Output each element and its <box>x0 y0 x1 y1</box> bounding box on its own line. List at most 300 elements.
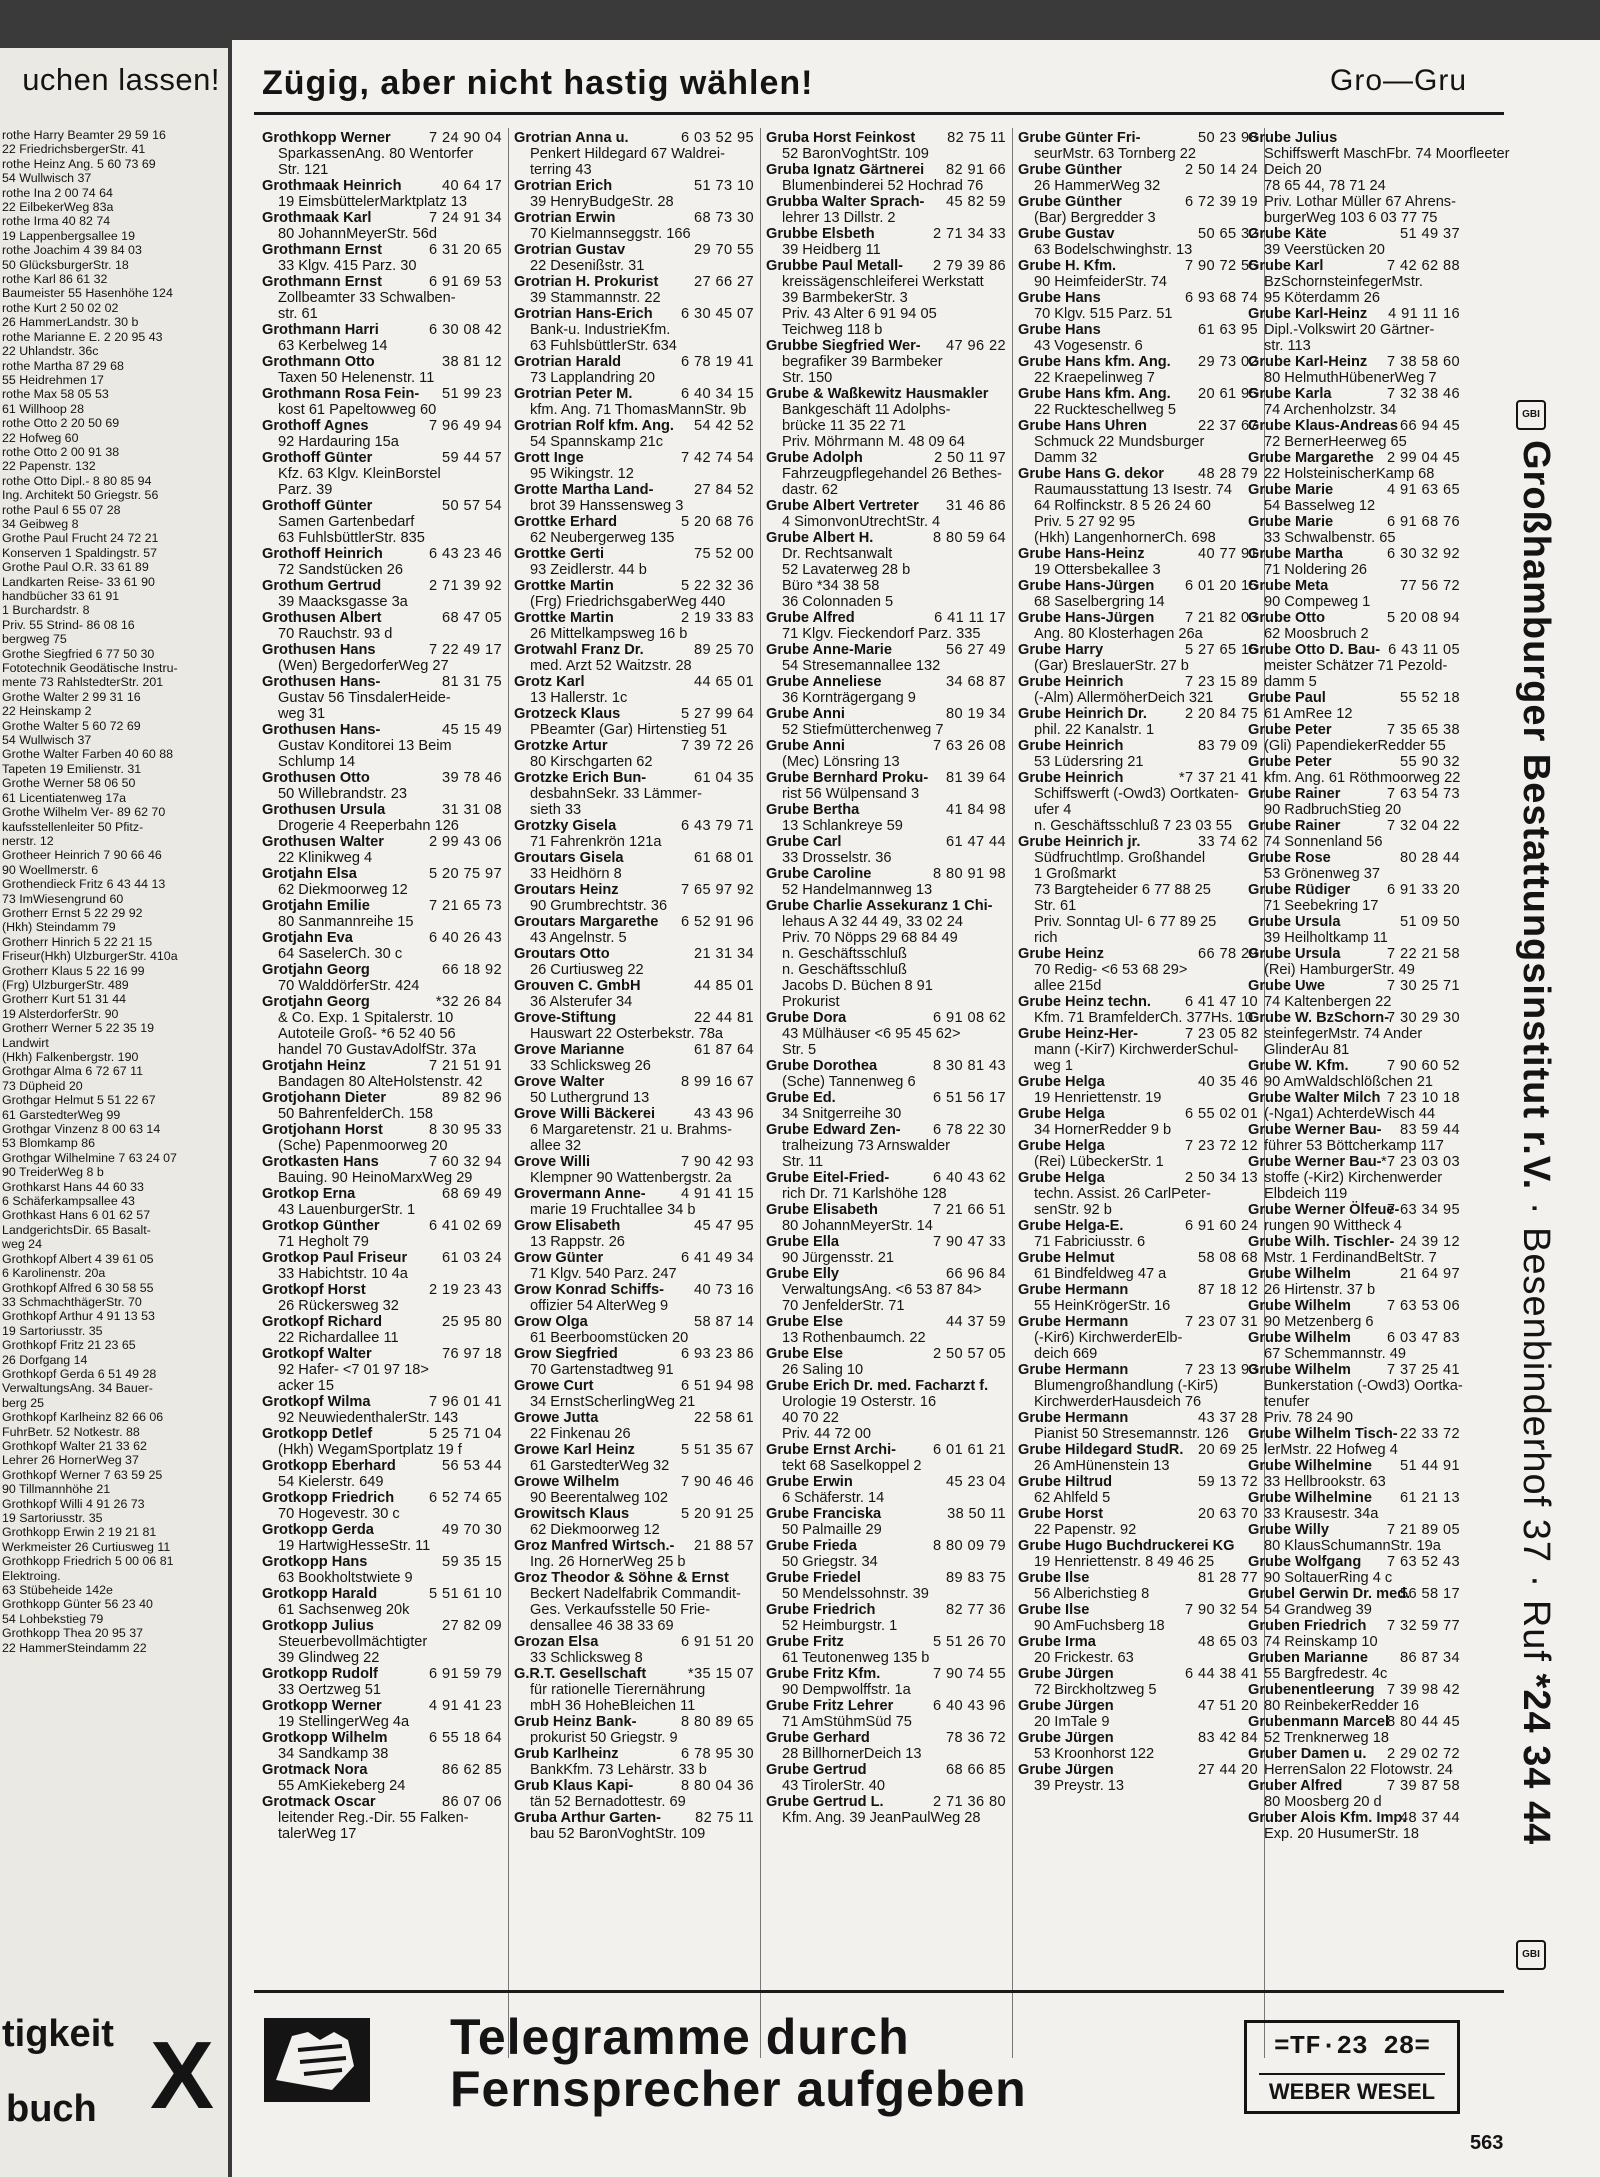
subscriber-name: Grovermann Anne- <box>514 1186 646 1202</box>
listing-entry <box>1018 258 1258 274</box>
listing-entry <box>262 1490 502 1506</box>
subscriber-name: Grotkopp Friedrich <box>262 1490 395 1506</box>
phone-number: 56 27 49 <box>945 642 1006 658</box>
left-page-listing <box>2 128 222 1655</box>
listing-entry <box>514 386 754 402</box>
listing-entry <box>1248 1746 1460 1762</box>
listing-entry <box>514 130 754 146</box>
left-listing-row: Landwirt <box>2 1035 49 1050</box>
subscriber-name: Grow Olga <box>514 1314 588 1330</box>
listing-entry-detail: 71 AmStühmSüd 75 <box>782 1714 912 1730</box>
subscriber-name: Grottke Martin <box>514 610 614 626</box>
listing-entry-detail: 71 Fahrenkrön 121a <box>530 834 662 850</box>
listing-entry <box>766 194 1006 210</box>
listing-entry <box>514 450 754 466</box>
listing-entry <box>262 1618 502 1634</box>
phone-number: 68 66 85 <box>945 1762 1006 1778</box>
phone-number: 7 90 46 46 <box>681 1474 754 1490</box>
phone-number: 51 73 10 <box>693 178 754 194</box>
listing-entry <box>514 178 754 194</box>
listing-entry-detail: 74 Archenholzstr. 34 <box>1264 402 1397 418</box>
listing-entry <box>766 1378 1006 1394</box>
listing-entry <box>1018 418 1258 434</box>
listing-entry-detail: 19 EimsbüttelerMarktplatz 13 <box>278 194 467 210</box>
listing-entry-detail: techn. Assist. 26 CarlPeter- <box>1034 1186 1211 1202</box>
listing-entry-detail: 70 Klgv. 515 Parz. 51 <box>1034 306 1173 322</box>
subscriber-name: Grube Walter Milch <box>1248 1090 1381 1106</box>
listing-entry <box>1248 1090 1460 1106</box>
listing-entry <box>1248 1362 1460 1378</box>
phone-number: 7 21 89 05 <box>1387 1522 1460 1538</box>
listing-entry <box>262 1394 502 1410</box>
subscriber-name: Grothusen Ursula <box>262 802 386 818</box>
listing-entry-detail: Raumausstattung 13 Isestr. 74 <box>1034 482 1232 498</box>
listing-entry <box>1248 786 1460 802</box>
listing-entry-detail: 90 Grumbrechtstr. 36 <box>530 898 668 914</box>
phone-number: 6 41 11 17 <box>934 610 1006 626</box>
listing-entry <box>1248 514 1460 530</box>
subscriber-name: Grotrian Gustav <box>514 242 626 258</box>
phone-number: 43 37 28 <box>1197 1410 1258 1426</box>
phone-number: 4 91 41 15 <box>681 1186 754 1202</box>
left-listing-row: 22 Hofweg 60 <box>2 430 79 445</box>
subscriber-name: Grube Erich Dr. med. Facharzt f. <box>766 1378 989 1394</box>
column-divider <box>508 128 509 2058</box>
listing-entry <box>262 1762 502 1778</box>
subscriber-name: Grube Helga-E. <box>1018 1218 1124 1234</box>
subscriber-name: Grube Heinrich <box>1018 770 1124 786</box>
left-listing-row: rothe Irma 40 82 74 <box>2 214 111 229</box>
listing-entry-detail: 26 Hirtenstr. 37 b <box>1264 1282 1376 1298</box>
listing-entry-detail: Str. 61 <box>1034 898 1077 914</box>
subscriber-name: Grotkopp Hans <box>262 1554 368 1570</box>
subscriber-name: Grove Willi <box>514 1154 591 1170</box>
subscriber-name: Grub Karlheinz <box>514 1746 619 1762</box>
listing-entry-detail: 80 JohannMeyerStr. 14 <box>782 1218 933 1234</box>
listing-entry-detail: 80 Moosberg 20 d <box>1264 1794 1382 1810</box>
phone-number: 7 22 21 58 <box>1387 946 1460 962</box>
left-listing-row: 19 Lappenbergsallee 19 <box>2 228 135 243</box>
subscriber-name: Grothmann Ernst <box>262 274 382 290</box>
listing-entry-detail: Schiffswerft (-Owd3) Oortkaten- <box>1034 786 1239 802</box>
listing-entry-detail: Priv. 44 72 00 <box>782 1426 871 1442</box>
listing-entry <box>766 1634 1006 1650</box>
listing-entry-detail: 62 Diekmoorweg 12 <box>530 1522 660 1538</box>
subscriber-name: Grube Anneliese <box>766 674 882 690</box>
listing-entry <box>514 1010 754 1026</box>
phone-number: 40 77 91 <box>1197 546 1258 562</box>
listing-entry <box>262 1794 502 1810</box>
listing-entry <box>1018 1410 1258 1426</box>
listing-entry <box>766 1170 1006 1186</box>
phone-number: 2 71 36 80 <box>933 1794 1006 1810</box>
left-listing-row: rothe Paul 6 55 07 28 <box>2 502 121 517</box>
listing-entry <box>262 1346 502 1362</box>
listing-entry <box>262 1282 502 1298</box>
subscriber-name: Grube Willy <box>1248 1522 1329 1538</box>
phone-number: 27 82 09 <box>441 1618 502 1634</box>
subscriber-name: Grube Helga <box>1018 1074 1105 1090</box>
listing-entry-detail: (Hkh) WegamSportplatz 19 f <box>278 1442 462 1458</box>
phone-number: 6 41 02 69 <box>429 1218 502 1234</box>
listing-entry-detail: 50 BahrenfelderCh. 158 <box>278 1106 433 1122</box>
phone-number: 24 39 12 <box>1399 1234 1460 1250</box>
phone-number: 31 46 86 <box>945 498 1006 514</box>
listing-entry-detail: SparkassenAng. 80 Wentorfer <box>278 146 474 162</box>
listing-entry-detail: Priv. 43 Alter 6 91 94 05 <box>782 306 937 322</box>
left-listing-row: VerwaltungsAng. 34 Bauer- <box>2 1381 153 1396</box>
listing-entry-detail: 19 Henriettenstr. 19 <box>1034 1090 1162 1106</box>
listing-entry-detail: kreissägenschleiferei Werkstatt <box>782 274 984 290</box>
left-listing-row: weg 24 <box>2 1237 42 1252</box>
listing-column-5 <box>1248 130 1510 1842</box>
left-listing-row: bergweg 75 <box>2 632 67 647</box>
listing-entry-detail: 54 Spannskamp 21c <box>530 434 664 450</box>
phone-number: *7 23 03 03 <box>1380 1154 1460 1170</box>
subscriber-name: Grube Wilhelmine <box>1248 1458 1372 1474</box>
left-listing-row: 90 Woellmerstr. 6 <box>2 862 99 877</box>
listing-entry <box>766 1602 1006 1618</box>
phone-number: 22 44 81 <box>693 1010 754 1026</box>
phone-number: 38 81 12 <box>441 354 502 370</box>
listing-entry-detail: Mstr. 1 FerdinandBeltStr. 7 <box>1264 1250 1437 1266</box>
subscriber-name: Grube Gerhard <box>766 1730 870 1746</box>
listing-column-3 <box>766 130 1006 1826</box>
phone-number: 2 19 33 83 <box>681 610 754 626</box>
phone-number: 6 78 19 41 <box>681 354 754 370</box>
phone-number: *7 37 21 41 <box>1178 770 1258 786</box>
listing-entry-detail: seurMstr. 63 Tornberg 22 <box>1034 146 1196 162</box>
subscriber-name: Grube Elisabeth <box>766 1202 878 1218</box>
phone-number: 44 37 59 <box>945 1314 1006 1330</box>
phone-number: 6 93 68 74 <box>1185 290 1258 306</box>
phone-number: 6 31 20 65 <box>429 242 502 258</box>
listing-entry <box>514 306 754 322</box>
listing-entry-detail: Priv. 70 Nöpps 29 68 84 49 <box>782 930 958 946</box>
left-listing-row: rothe Karl 86 61 32 <box>2 272 108 287</box>
phone-number: 50 65 32 <box>1197 226 1258 242</box>
listing-entry-detail: Bunkerstation (-Owd3) Oortka- <box>1264 1378 1463 1394</box>
subscriber-name: Grube Käte <box>1248 226 1327 242</box>
listing-entry <box>766 162 1006 178</box>
listing-entry-detail: n. Geschäftsschluß <box>782 962 907 978</box>
phone-number: 7 32 04 22 <box>1387 818 1460 834</box>
phone-number: 6 91 68 76 <box>1387 514 1460 530</box>
subscriber-name: Grube Edward Zen- <box>766 1122 901 1138</box>
listing-entry-detail: 50 Palmaille 29 <box>782 1522 882 1538</box>
listing-entry-detail: 39 BarmbekerStr. 3 <box>782 290 908 306</box>
phone-number: 7 38 58 60 <box>1387 354 1460 370</box>
subscriber-name: Grothmann Otto <box>262 354 375 370</box>
listing-entry-detail: 50 Griegstr. 34 <box>782 1554 878 1570</box>
listing-entry <box>1018 1538 1258 1554</box>
listing-entry <box>1248 306 1460 322</box>
listing-entry-detail: Priv. 78 24 90 <box>1264 1410 1353 1426</box>
listing-entry-detail: 50 Mendelssohnstr. 39 <box>782 1586 929 1602</box>
listing-entry <box>766 866 1006 882</box>
left-listing-row: Grothe Walter 2 99 31 16 <box>2 689 141 704</box>
phone-number: 66 78 29 <box>1197 946 1258 962</box>
phone-number: 7 42 62 88 <box>1387 258 1460 274</box>
listing-entry <box>262 1058 502 1074</box>
listing-entry-detail: 1 Großmarkt <box>1034 866 1116 882</box>
listing-entry <box>262 1730 502 1746</box>
listing-entry <box>766 770 1006 786</box>
phone-number: 49 70 30 <box>441 1522 502 1538</box>
phone-number: 48 37 44 <box>1399 1810 1460 1826</box>
listing-entry <box>1018 1442 1258 1458</box>
listing-entry <box>262 1250 502 1266</box>
phone-number: 2 99 04 45 <box>1387 450 1460 466</box>
subscriber-name: Grube Friedel <box>766 1570 861 1586</box>
subscriber-name: Growe Wilhelm <box>514 1474 620 1490</box>
subscriber-name: Grube Günter Fri- <box>1018 130 1141 146</box>
subscriber-name: Grott Inge <box>514 450 584 466</box>
phone-number: 8 80 04 36 <box>681 1778 754 1794</box>
listing-entry <box>1248 450 1460 466</box>
listing-entry <box>766 1730 1006 1746</box>
listing-entry <box>1018 1506 1258 1522</box>
phone-number: 87 18 12 <box>1197 1282 1258 1298</box>
subscriber-name: Grube Uwe <box>1248 978 1326 994</box>
left-listing-row: 73 Düpheid 20 <box>2 1078 83 1093</box>
listing-entry-detail: 39 Veerstücken 20 <box>1264 242 1385 258</box>
telegram-service-box <box>1244 2020 1460 2114</box>
phone-number: 40 73 16 <box>693 1282 754 1298</box>
listing-entry-detail: 92 NeuwiedenthalerStr. 143 <box>278 1410 459 1426</box>
listing-entry-detail: lehrer 13 Dillstr. 2 <box>782 210 896 226</box>
left-listing-row: Priv. 55 Strind- 86 08 16 <box>2 617 135 632</box>
listing-entry <box>766 450 1006 466</box>
phone-number: 7 23 05 82 <box>1185 1026 1258 1042</box>
phone-number: 61 47 44 <box>945 834 1006 850</box>
phone-number: 75 52 00 <box>693 546 754 562</box>
listing-entry <box>1018 1314 1258 1330</box>
phone-number: 34 68 87 <box>945 674 1006 690</box>
listing-entry-detail: Bandagen 80 AlteHolstenstr. 42 <box>278 1074 483 1090</box>
phone-number: 8 80 91 98 <box>933 866 1006 882</box>
listing-entry <box>1018 290 1258 306</box>
listing-entry <box>766 1090 1006 1106</box>
listing-entry-detail: 26 Rückersweg 32 <box>278 1298 399 1314</box>
listing-entry <box>262 674 502 690</box>
listing-entry <box>766 1538 1006 1554</box>
subscriber-name: Grube Albert H. <box>766 530 874 546</box>
subscriber-name: Grotrian H. Prokurist <box>514 274 659 290</box>
phone-number: 50 57 54 <box>441 498 502 514</box>
listing-entry-detail: Beckert Nadelfabrik Commandit- <box>530 1586 741 1602</box>
phone-number: 81 28 77 <box>1197 1570 1258 1586</box>
phone-number: 6 40 43 96 <box>933 1698 1006 1714</box>
phone-number: 38 50 11 <box>947 1506 1006 1522</box>
phone-number: 61 03 24 <box>441 1250 502 1266</box>
subscriber-name: Grotjahn Elsa <box>262 866 357 882</box>
listing-entry-detail: 62 Diekmoorweg 12 <box>278 882 408 898</box>
phone-number: 2 20 84 75 <box>1185 706 1258 722</box>
phone-number: 45 47 95 <box>693 1218 754 1234</box>
phone-number: 8 30 95 33 <box>429 1122 502 1138</box>
subscriber-name: Grubba Walter Sprach- <box>766 194 925 210</box>
listing-entry-detail: 13 Hallerstr. 1c <box>530 690 628 706</box>
left-listing-row: Grothkopp Thea 20 95 37 <box>2 1626 143 1641</box>
listing-entry <box>262 770 502 786</box>
subscriber-name: Grove Willi Bäckerei <box>514 1106 656 1122</box>
listing-entry <box>1248 1010 1460 1026</box>
listing-entry-detail: 71 Klgv. Fieckendorf Parz. 335 <box>782 626 981 642</box>
subscriber-name: Grube Heinz techn. <box>1018 994 1151 1010</box>
listing-entry-detail: offizier 54 AlterWeg 9 <box>530 1298 669 1314</box>
listing-entry <box>514 418 754 434</box>
listing-entry-detail: (-Kir6) KirchwerderElb- <box>1034 1330 1183 1346</box>
left-listing-row: 26 Dorfgang 14 <box>2 1352 88 1367</box>
listing-entry <box>766 1666 1006 1682</box>
subscriber-name: Grube Gustav <box>1018 226 1115 242</box>
subscriber-name: Gruben Friedrich <box>1248 1618 1367 1634</box>
subscriber-name: Gruba Arthur Garten- <box>514 1810 662 1826</box>
subscriber-name: Grube Werner Ölfeue- <box>1248 1202 1400 1218</box>
phone-number: 82 75 11 <box>695 1810 754 1826</box>
listing-entry <box>514 1282 754 1298</box>
phone-number: 5 51 35 67 <box>681 1442 754 1458</box>
subscriber-name: Grothmann Ernst <box>262 242 382 258</box>
listing-entry <box>1018 1026 1258 1042</box>
phone-number: 7 90 47 33 <box>933 1234 1006 1250</box>
phone-number: 5 22 32 36 <box>681 578 754 594</box>
listing-entry-detail: 26 Curtiusweg 22 <box>530 962 644 978</box>
subscriber-name: Grube Hans Uhren <box>1018 418 1147 434</box>
listing-column-4 <box>1018 130 1258 1794</box>
listing-entry-detail: 70 Redig- <6 53 68 29> <box>1034 962 1188 978</box>
left-listing-row: Grothkopf Walter 21 33 62 <box>2 1438 147 1453</box>
left-listing-row: rothe Heinz Ang. 5 60 73 69 <box>2 156 156 171</box>
subscriber-name: Grube Friedrich <box>766 1602 876 1618</box>
listing-entry-detail: 71 Fabriciusstr. 6 <box>1034 1234 1146 1250</box>
subscriber-name: Groutars Heinz <box>514 882 619 898</box>
listing-entry <box>1018 354 1258 370</box>
left-listing-row: Grothe Paul Frucht 24 72 21 <box>2 531 159 546</box>
listing-entry-detail: bau 52 BaronVoghtStr. 109 <box>530 1826 706 1842</box>
listing-entry-detail: 61 AmRee 12 <box>1264 706 1353 722</box>
listing-entry <box>262 450 502 466</box>
listing-entry <box>262 1154 502 1170</box>
listing-entry <box>1018 226 1258 242</box>
listing-entry <box>262 898 502 914</box>
phone-number: 7 23 72 12 <box>1185 1138 1258 1154</box>
listing-entry-detail: Priv. Sonntag Ul- 6 77 89 25 <box>1034 914 1217 930</box>
subscriber-name: Grube Dora <box>766 1010 847 1026</box>
subscriber-name: Grube Franciska <box>766 1506 882 1522</box>
listing-entry <box>1018 1666 1258 1682</box>
subscriber-name: Grozan Elsa <box>514 1634 599 1650</box>
phone-number: 2 50 11 97 <box>934 450 1006 466</box>
subscriber-name: Grube Else <box>766 1314 844 1330</box>
phone-number: 61 63 95 <box>1197 322 1258 338</box>
subscriber-name: Grottke Erhard <box>514 514 617 530</box>
listing-entry <box>514 1106 754 1122</box>
left-listing-row: Grothe Werner 58 06 50 <box>2 776 136 791</box>
listing-entry-detail: lehaus A 32 44 49, 33 02 24 <box>782 914 963 930</box>
phone-number: 7 90 42 93 <box>681 1154 754 1170</box>
listing-entry <box>766 802 1006 818</box>
listing-entry-detail: med. Arzt 52 Waitzstr. 28 <box>530 658 692 674</box>
phone-number: 7 21 82 03 <box>1185 610 1258 626</box>
phone-number: 86 87 34 <box>1399 1650 1460 1666</box>
subscriber-name: Grub Heinz Bank- <box>514 1714 637 1730</box>
subscriber-name: Grotwahl Franz Dr. <box>514 642 644 658</box>
left-listing-row: Grothendieck Fritz 6 43 44 13 <box>2 877 166 892</box>
subscriber-name: Grotjahn Emilie <box>262 898 370 914</box>
listing-entry-detail: Bankgeschäft 11 Adolphs- <box>782 402 951 418</box>
listing-entry <box>1248 354 1460 370</box>
listing-entry <box>514 1410 754 1426</box>
subscriber-name: Grube Eitel-Fried- <box>766 1170 890 1186</box>
subscriber-name: Grube Caroline <box>766 866 872 882</box>
listing-entry <box>1018 1602 1258 1618</box>
listing-entry-detail: 13 Rothenbaumch. 22 <box>782 1330 926 1346</box>
listing-entry-detail: HerrenSalon 22 Flotowstr. 24 <box>1264 1762 1454 1778</box>
left-listing-row: Tapeten 19 Emilienstr. 31 <box>2 761 142 776</box>
listing-entry <box>262 930 502 946</box>
phone-number: 89 83 75 <box>945 1570 1006 1586</box>
listing-entry-detail: brot 39 Hanssensweg 3 <box>530 498 684 514</box>
phone-number: 6 40 34 15 <box>681 386 754 402</box>
listing-entry <box>1018 578 1258 594</box>
listing-entry <box>514 274 754 290</box>
listing-entry-detail: 54 Kielerstr. 649 <box>278 1474 384 1490</box>
listing-entry-detail: Gustav Konditorei 13 Beim <box>278 738 452 754</box>
listing-entry-detail: 71 Klgv. 540 Parz. 247 <box>530 1266 677 1282</box>
subscriber-name: Grube Karl-Heinz <box>1248 306 1368 322</box>
phone-number: 51 09 50 <box>1399 914 1460 930</box>
left-listing-row: LandgerichtsDir. 65 Basalt- <box>2 1222 151 1237</box>
listing-entry-detail: 61 Teutonenweg 135 b <box>782 1650 930 1666</box>
listing-entry-detail: Schmuck 22 Mundsburger <box>1034 434 1205 450</box>
listing-entry-detail: marie 19 Fruchtallee 34 b <box>530 1202 696 1218</box>
subscriber-name: Grube Wilhelm Tisch- <box>1248 1426 1398 1442</box>
listing-entry <box>514 210 754 226</box>
listing-entry-detail: BzSchornsteinfegerMstr. <box>1264 274 1423 290</box>
listing-entry <box>1018 1138 1258 1154</box>
listing-entry <box>262 962 502 978</box>
subscriber-name: Grothmann Harri <box>262 322 379 338</box>
listing-column-1 <box>262 130 502 1842</box>
listing-entry-detail: 73 Lapplandring 20 <box>530 370 655 386</box>
phone-number: 20 61 95 <box>1197 386 1258 402</box>
listing-entry-detail: 33 Schlicksweg 8 <box>530 1650 643 1666</box>
phone-number: 6 91 51 20 <box>681 1634 754 1650</box>
subscriber-name: Grotzky Gisela <box>514 818 617 834</box>
left-listing-row: rothe Max 58 05 53 <box>2 387 109 402</box>
listing-entry <box>1248 1554 1460 1570</box>
listing-entry-detail: tekt 68 Saselkoppel 2 <box>782 1458 922 1474</box>
listing-entry <box>1018 706 1258 722</box>
subscriber-name: Grube Irma <box>1018 1634 1096 1650</box>
phone-number: 6 40 26 43 <box>429 930 502 946</box>
listing-entry <box>262 178 502 194</box>
subscriber-name: Grotrian Anna u. <box>514 130 629 146</box>
listing-entry-detail: 13 Rappstr. 26 <box>530 1234 625 1250</box>
subscriber-name: Growe Jutta <box>514 1410 599 1426</box>
listing-entry-detail: 39 Glindweg 22 <box>278 1650 380 1666</box>
listing-entry <box>766 1762 1006 1778</box>
subscriber-name: Grube Rüdiger <box>1248 882 1351 898</box>
left-listing-row: Grothgar Helmut 5 51 22 67 <box>2 1093 156 1108</box>
listing-entry <box>766 1234 1006 1250</box>
listing-entry <box>1248 1426 1460 1442</box>
subscriber-name: Grube Peter <box>1248 754 1332 770</box>
listing-entry <box>1248 1650 1460 1666</box>
listing-entry <box>1018 770 1258 786</box>
